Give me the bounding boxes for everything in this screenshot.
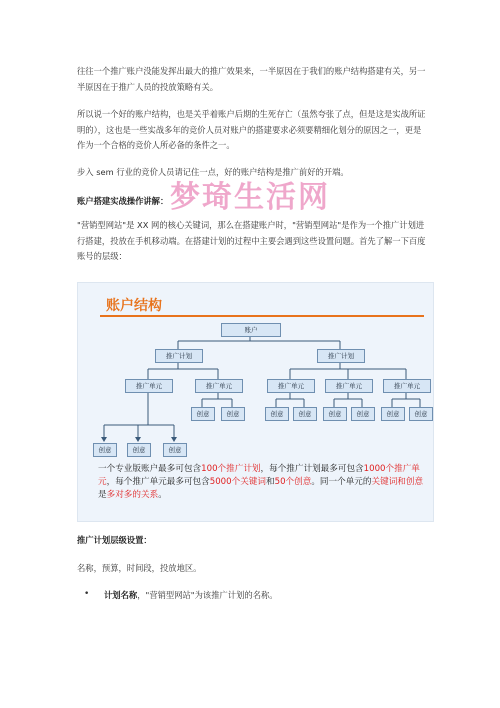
node-unit-1: 推广单元 [125, 379, 173, 393]
node-idea: 创意 [163, 443, 187, 457]
paragraph-2: 所以说一个好的账户结构，也是关乎着账户后期的生死存亡（虽然夸张了点，但是这是实战所证明的），这也是一些实战多年的竞价人员对账户的搭建要求必须要精细化划分的原因之一，更是作为一个合格的竞价人所必备的条件之一。 [77, 109, 426, 150]
figure-title: 账户结构 [106, 298, 162, 314]
node-unit-3: 推广单元 [267, 379, 315, 393]
bullet-dot: • [84, 589, 90, 599]
heading-plan-settings: 推广计划层级设置： [77, 535, 152, 545]
node-plan-2: 推广计划 [317, 349, 365, 363]
node-account: 账户 [221, 323, 281, 337]
node-unit-4: 推广单元 [325, 379, 373, 393]
bullet-item-plan-name [104, 588, 424, 604]
figure-caption: 一个专业版账户最多可包含100个推广计划，每个推广计划最多可包含1000个推广单元，每个推广单元最多可包含5000个关键词和50个创意。同一个单元的关键词和创意是多对多的关系。 [98, 464, 424, 500]
node-idea: 创意 [381, 407, 405, 421]
node-idea: 创意 [409, 407, 433, 421]
paragraph-5: 名称，预算，时间段，投放地区。 [77, 563, 202, 573]
paragraph-4: "营销型网站"是 XX 网的核心关键词，那么在搭建账户时，"营销型网站"是作为一个推广计划进行搭建，投放在手机移动端。在搭建计划的过程中主要会遇到这些设置问题。首先了解一下百度账号的层级： [77, 220, 426, 261]
node-idea: 创意 [221, 407, 245, 421]
node-idea: 创意 [127, 443, 151, 457]
watermark: 梦琦生活网 [170, 180, 330, 215]
paragraph-3: 步入 sem 行业的竞价人员请记住一点，好的账户结构是推广前好的开端。 [77, 167, 349, 177]
bullet-text: ，"营销型网站"为该推广计划的名称。 [137, 590, 278, 600]
paragraph-1: 往往一个推广账户没能发挥出最大的推广效果来，一半原因在于我们的账户结构搭建有关，另一半原因在于推广人员的投放策略有关。 [77, 66, 426, 92]
node-unit-2: 推广单元 [195, 379, 243, 393]
node-plan-1: 推广计划 [155, 349, 203, 363]
account-structure-figure [77, 282, 434, 522]
heading-account-setup: 账户搭建实战操作讲解： [77, 196, 169, 206]
node-idea: 创意 [351, 407, 375, 421]
node-idea: 创意 [93, 443, 117, 457]
bullet-label: 计划名称 [104, 590, 138, 600]
node-idea: 创意 [323, 407, 347, 421]
node-unit-5: 推广单元 [383, 379, 431, 393]
node-idea: 创意 [265, 407, 289, 421]
node-idea: 创意 [191, 407, 215, 421]
node-idea: 创意 [293, 407, 317, 421]
